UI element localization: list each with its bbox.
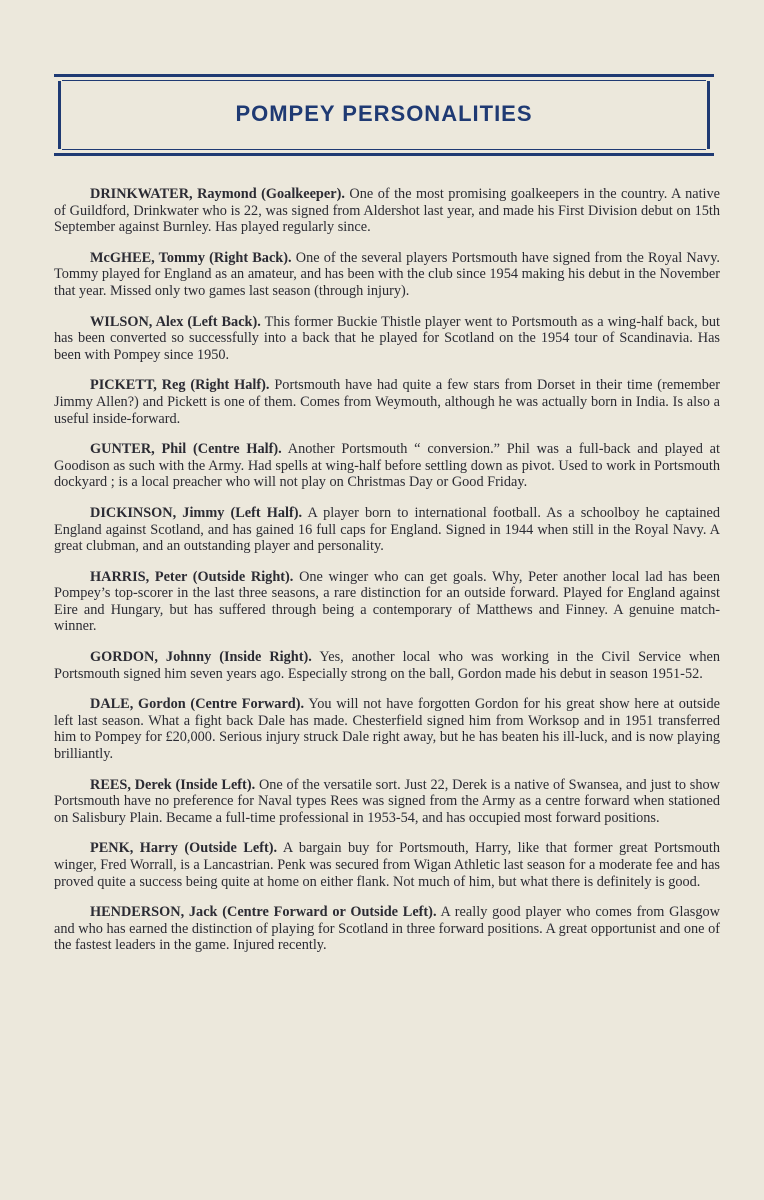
player-entry	[54, 441, 720, 491]
player-description: One of the several players Portsmouth have signed from the Royal Navy. Tommy played for England as an amateur, and has been with the club since 1954 making his debut in the November that year. Missed only two games last season (through injury).	[54, 249, 720, 299]
player-entry	[54, 314, 720, 364]
player-entry	[54, 696, 720, 762]
frame-rule-bottom	[62, 149, 706, 150]
player-description: One of the most promising goalkeepers in the country. A native of Guildford, Drinkwater who is 22, was signed from Aldershot last year, and made his First Division debut on 15th September against Burnley. Has played regularly since.	[54, 186, 721, 236]
player-name: GORDON, Johnny (Inside Right).	[90, 649, 312, 666]
player-entry	[54, 777, 720, 827]
player-description: Yes, another local who was working in the Civil Service when Portsmouth signed him seven years ago. Especially strong on the ball, Gordon made his debut in season 1951-52.	[54, 649, 720, 682]
player-description: One of the versatile sort. Just 22, Derek is a native of Swansea, and just to show Portsmouth have no preference for Naval types Rees was signed from the Army as a centre forward when stationed on Salisbury Plain. Became a full-time professional in 1953-54, and has occupied most forward positions.	[54, 776, 720, 826]
player-description: This former Buckie Thistle player went to Portsmouth as a wing-half back, but has been converted so successfully into a back that he played for Scotland on the 1954 tour of Scandinavia. Has been with Pompey since 1950.	[54, 313, 721, 363]
player-name: DICKINSON, Jimmy (Left Half).	[90, 504, 303, 521]
player-name: HENDERSON, Jack (Centre Forward or Outside Left).	[90, 904, 437, 921]
player-description: Portsmouth have had quite a few stars from Dorset in their time (remember Jimmy Allen?) and Pickett is one of them. Comes from Weymouth, although he was actually born in India. Is also a useful inside-forward.	[54, 377, 720, 427]
player-name: DALE, Gordon (Centre Forward).	[90, 696, 305, 713]
frame-rule-top	[62, 80, 706, 81]
player-description: You will not have forgotten Gordon for his great show here at outside left last season. What a fight back Dale has made. Chesterfield signed him from Worksop and in 1951 transferred him to Pompey for £20,000. Serious injury struck Dale right away, but he has beaten his ill-luck, and is now playing brilliantly.	[54, 696, 721, 763]
player-entry	[54, 840, 720, 890]
player-name: HARRIS, Peter (Outside Right).	[90, 568, 294, 585]
title-frame	[54, 74, 714, 156]
player-entry	[54, 186, 720, 236]
player-name: REES, Derek (Inside Left).	[90, 776, 256, 793]
page-title: POMPEY PERSONALITIES	[235, 101, 533, 126]
player-description: A player born to international football. As a schoolboy he captained England against Scotland, and has gained 16 full caps for England. Signed in 1944 when still in the Royal Navy. A great clubman, and an outstanding player and personality.	[54, 504, 720, 555]
player-name: DRINKWATER, Raymond (Goalkeeper).	[90, 186, 345, 202]
player-name: PENK, Harry (Outside Left).	[90, 840, 278, 857]
player-description: A bargain buy for Portsmouth, Harry, like that former great Portsmouth winger, Fred Worrall, is a Lancastrian. Penk was secured from Wigan Athletic last season for a moderate fee and has proved quite a success being quite at home on either flank. Not much of him, but what there is definitely is good.	[54, 840, 720, 890]
player-name: McGHEE, Tommy (Right Back).	[90, 249, 292, 266]
player-entry	[54, 377, 720, 427]
player-entry	[54, 649, 720, 682]
player-entry	[54, 569, 720, 635]
player-entry	[54, 250, 720, 300]
player-entry	[54, 505, 720, 555]
player-description: Another Portsmouth “ conversion.” Phil was a full-back and played at Goodison as such with the Army. Had spells at wing-half before settling down as pivot. Used to work in Portsmouth dockyard ; is a local preacher who will not play on Christmas Day or Good Friday.	[54, 441, 720, 491]
personalities-list	[54, 186, 720, 968]
player-name: PICKETT, Reg (Right Half).	[90, 377, 270, 394]
player-description: A really good player who comes from Glasgow and who has earned the distinction of playing for Scotland in three forward positions. A great opportunist and one of the fastest leaders in the game. Injured recently.	[54, 904, 720, 954]
player-name: GUNTER, Phil (Centre Half).	[90, 441, 282, 458]
player-description: One winger who can get goals. Why, Peter another local lad has been Pompey’s top-scorer in the last three seasons, a rare distinction for an outside forward. Played for England against Eire and Hungary, but has suffered through being a contemporary of Matthews and Finney. A genuine match-winner.	[54, 568, 720, 635]
player-name: WILSON, Alex (Left Back).	[90, 313, 261, 330]
player-entry	[54, 904, 720, 954]
